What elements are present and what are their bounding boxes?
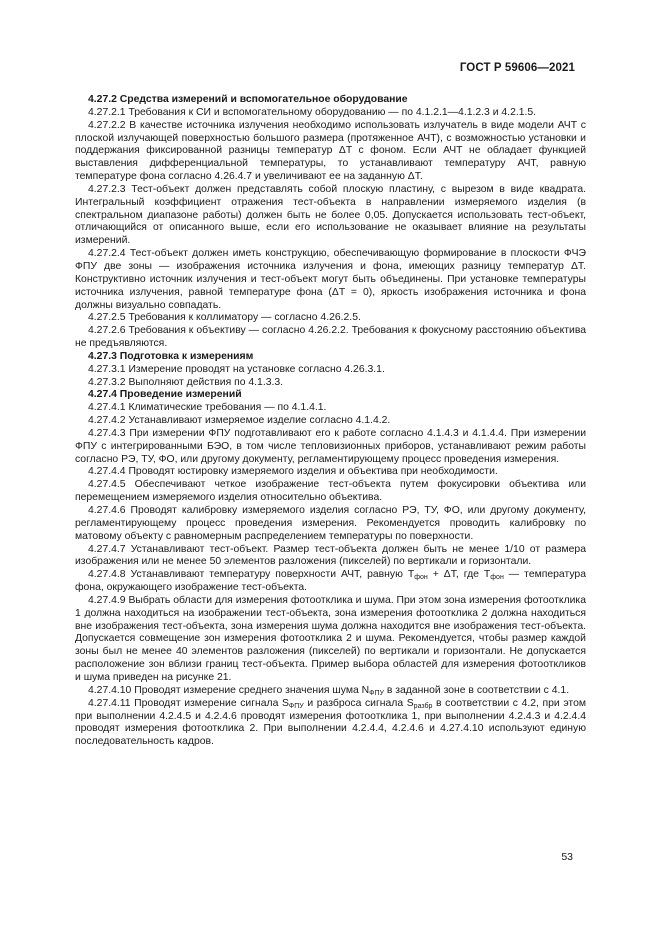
text-run: — температура фона, окружающего изображение тест-объекта. <box>75 569 586 594</box>
paragraph: 4.27.2.5 Требования к коллиматору — согласно 4.26.2.5. <box>88 312 361 324</box>
text-run: + ΔT, где T <box>427 569 491 581</box>
subscript: разбр <box>413 702 433 710</box>
paragraph-with-subscript <box>75 569 586 595</box>
subscript: фон <box>490 574 504 582</box>
paragraph: 4.27.2.1 Требования к СИ и вспомогательному оборудованию — по 4.1.2.1—4.1.2.3 и 4.2.1.5. <box>88 106 537 118</box>
page-number: 53 <box>561 851 573 863</box>
paragraph-with-subscript <box>75 698 586 749</box>
document-body <box>75 94 586 749</box>
text-run: в соответствии с 4.2, при этом при выполнении 4.2.4.5 и 4.2.4.6 проводят измерения фотоотклика 1, при выполнении 4.2.4.3 и 4.2.4.4 проводят измерения фотоотклика 2. При выполнении 4.2.4.4, 4.2.4.6 и 4.27.4.10 используют единую последовательность кадров. <box>75 697 586 748</box>
paragraph: 4.27.2.3 Тест-объект должен представлять собой плоскую пластину, с вырезом в виде квадрата. Интегральный коэффициент отражения тест-объекта в направлении измеряемого изделия (в спектральном диапазоне работы) должен быть не более 0,05. Допускается использовать тест-объект, отличающийся от описанного выше, если его использование не оказывает влияние на результаты измерений. <box>75 183 586 247</box>
standard-designation: ГОСТ Р 59606—2021 <box>459 62 575 74</box>
section-heading: 4.27.4 Проведение измерений <box>88 389 242 401</box>
text-run: и разброса сигнала S <box>303 697 414 709</box>
paragraph: 4.27.4.4 Проводят юстировку измеряемого изделия и объектива при необходимости. <box>88 466 498 478</box>
paragraph: 4.27.4.9 Выбрать области для измерения фотоотклика и шума. При этом зона измерения фотоотклика 1 должна находиться на изображении тест-объекта, зона измерения фотоотклика 2 должна находиться вне изображения тест-объекта, зона измерения шума должна находится вне изображения тест-объекта. Допускается совмещение зон измерения фотоотклика 2 и шума. Рекомендуется, чтобы размер каждой зоны был не менее 40 элементов разложения (пикселей) по вертикали и горизонтали. Не допускается расположение зон вблизи границ тест-объекта. Пример выбора областей для измерения фотооткликов и шума приведен на рисунке 21. <box>75 594 586 683</box>
subscript: ФПУ <box>369 689 384 697</box>
paragraph: 4.27.4.3 При измерении ФПУ подготавливают его к работе согласно 4.1.4.3 и 4.1.4.4. При измерении ФПУ с интегрированными БЭО, в том числе тепловизионных приборов, устанавливают режим работы согласно РЭ, ТУ, ФО, или другому документу, регламентирующему процесс проведения измерения. <box>75 427 586 465</box>
paragraph: 4.27.4.2 Устанавливают измеряемое изделие согласно 4.1.4.2. <box>88 415 391 427</box>
text-run: 4.27.4.8 Устанавливают температуру поверхности АЧТ, равную T <box>88 569 415 581</box>
section-heading: 4.27.3 Подготовка к измерениям <box>88 350 254 362</box>
text-run: 4.27.4.11 Проводят измерение сигнала S <box>88 697 289 709</box>
paragraph: 4.27.4.1 Климатические требования — по 4.1.4.1. <box>88 402 327 414</box>
subscript: фон <box>414 574 428 582</box>
paragraph: 4.27.2.2 В качестве источника излучения необходимо использовать излучатель в виде модели АЧТ с плоской излучающей поверхностью большого размера (протяженное АЧТ), с возможностью установки и поддержания фиксированной разницы температур ΔT с фоном. Если АЧТ не обладает функцией выставления дифференциальной температуры, то устанавливают температуру АЧТ, равную температуре фона согласно 4.26.4.7 и увеличивают ее на заданную ΔT. <box>75 119 586 183</box>
paragraph: 4.27.3.2 Выполняют действия по 4.1.3.3. <box>88 376 284 388</box>
section-heading: 4.27.2 Средства измерений и вспомогательное оборудование <box>88 94 408 105</box>
paragraph: 4.27.4.7 Устанавливают тест-объект. Размер тест-объекта должен быть не менее 1/10 от размера изображения или не менее 50 элементов разложения (пикселей) по вертикали и горизонтали. <box>75 543 586 568</box>
text-run: 4.27.4.10 Проводят измерение среднего значения шума N <box>88 684 370 696</box>
subscript: ФПУ <box>288 702 304 710</box>
paragraph: 4.27.4.6 Проводят калибровку измеряемого изделия согласно РЭ, ТУ, ФО, или другому документу, регламентирующему процесс проведения измерения. Рекомендуется проводить калибровку по матовому объекту с равномерным распределением температуры по поверхности. <box>75 505 586 542</box>
paragraph: 4.27.2.6 Требования к объективу — согласно 4.26.2.2. Требования к фокусному расстоянию объектива не предъявляются. <box>75 325 586 350</box>
text-run: в заданной зоне в соответствии с 4.1. <box>383 684 570 696</box>
paragraph: 4.27.2.4 Тест-объект должен иметь конструкцию, обеспечивающую формирование в плоскости ФЧЭ ФПУ две зоны — изображения источника излучения и фона, имеющих разницу температур ΔT. Конструктивно источник излучения и тест-объект могут быть объединены. При установке температуры источника излучения, равной температуре фона (ΔT = 0), яркость изображения источника и фона должны визуально совпадать. <box>75 248 586 311</box>
paragraph: 4.27.4.5 Обеспечивают четкое изображение тест-объекта путем фокусировки объектива или перемещением измеряемого изделия относительно объектива. <box>75 479 586 504</box>
paragraph-with-subscript <box>75 685 586 698</box>
paragraph: 4.27.3.1 Измерение проводят на установке согласно 4.26.3.1. <box>88 363 385 375</box>
